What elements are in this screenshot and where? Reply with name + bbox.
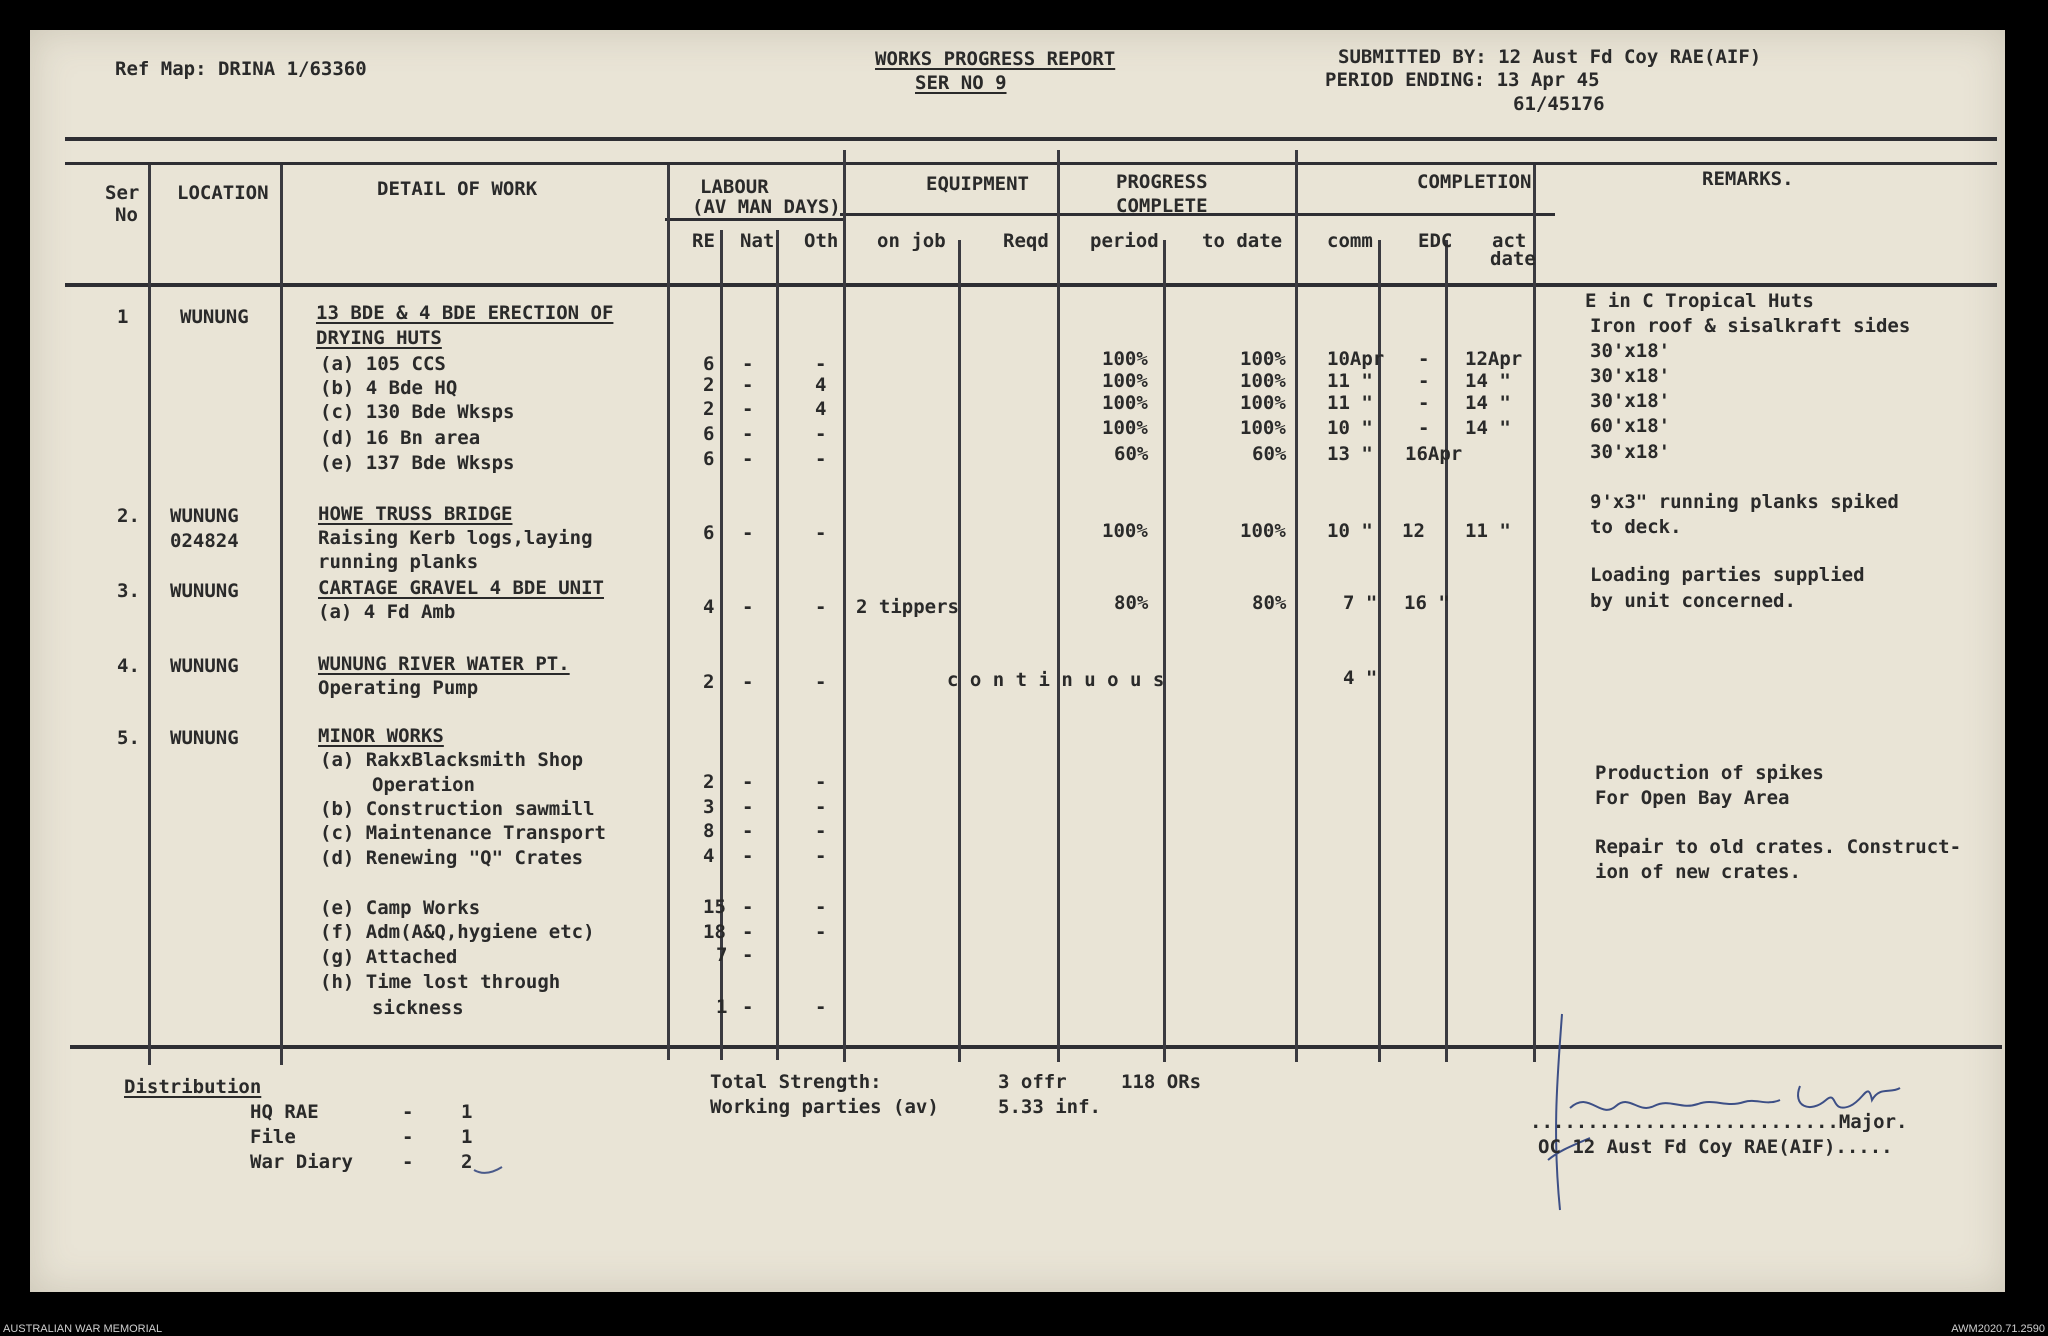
oth-value: -	[815, 771, 827, 793]
footer-right: AWM2020.71.2590	[1951, 1323, 2045, 1335]
col-divider	[1163, 240, 1166, 1062]
col-on-job: on job	[877, 230, 946, 252]
period-value: 100%	[1102, 417, 1148, 439]
col-to-date: to date	[1202, 230, 1283, 252]
report-title: WORKS PROGRESS REPORT	[875, 48, 1116, 70]
row5-title: MINOR WORKS	[318, 725, 444, 747]
distribution-name: HQ RAE	[250, 1101, 319, 1123]
remarks-value: 60'x18'	[1590, 415, 1671, 437]
re-value: 6	[703, 353, 715, 375]
re-value: 2	[703, 374, 715, 396]
distribution-dash: -	[402, 1126, 414, 1148]
row3-comm: 7 "	[1343, 592, 1378, 614]
re-value: 6	[703, 423, 715, 445]
row4-continuous: c o n t i n u o u s	[947, 669, 1165, 691]
oth-value: -	[815, 921, 827, 943]
col-completion: COMPLETION	[1417, 171, 1532, 193]
item-label: (d) 16 Bn area	[320, 427, 481, 449]
col-no: No	[115, 204, 138, 226]
nat-value: -	[742, 448, 754, 470]
distribution-title: Distribution	[124, 1076, 262, 1098]
item-label: (g) Attached	[320, 946, 458, 968]
distribution-dash: -	[402, 1151, 414, 1173]
edc-value: -	[1418, 417, 1430, 439]
row4-detail: Operating Pump	[318, 677, 479, 699]
to-date-value: 100%	[1240, 370, 1286, 392]
ser-number: SER NO 9	[915, 72, 1007, 94]
row3-remarks-1: Loading parties supplied	[1590, 564, 1865, 586]
reference-number: 61/45176	[1513, 93, 1605, 115]
row3-re: 4	[703, 596, 715, 618]
row5-remarks-d1: Repair to old crates. Construct-	[1595, 836, 1962, 858]
col-divider	[1057, 150, 1060, 1062]
item-label: (h) Time lost through	[320, 971, 561, 993]
row3-oth: -	[815, 596, 827, 618]
to-date-value: 100%	[1240, 417, 1286, 439]
row4-oth: -	[815, 671, 827, 693]
total-strength-ors: 118 ORs	[1121, 1071, 1202, 1093]
edc-value: -	[1418, 392, 1430, 414]
oth-value: 4	[815, 398, 827, 420]
row1-title: 13 BDE & 4 BDE ERECTION OF	[316, 302, 614, 324]
row4-ser: 4.	[117, 655, 140, 677]
oth-value: 4	[815, 374, 827, 396]
nat-value: -	[742, 398, 754, 420]
remarks-value: 30'x18'	[1590, 441, 1671, 463]
period-value: 100%	[1102, 392, 1148, 414]
item-label: (c) Maintenance Transport	[320, 822, 606, 844]
col-edc: EDC	[1418, 230, 1453, 252]
act-value: 14 "	[1465, 370, 1511, 392]
remarks-value: 30'x18'	[1590, 365, 1671, 387]
row4-nat: -	[742, 671, 754, 693]
col-location: LOCATION	[177, 182, 269, 204]
col-divider	[843, 150, 846, 1062]
row5-remarks-a2: For Open Bay Area	[1595, 787, 1790, 809]
col-detail: DETAIL OF WORK	[377, 178, 538, 200]
item-label: (a) RakxBlacksmith Shop	[320, 749, 584, 771]
ref-map: Ref Map: DRINA 1/63360	[115, 58, 367, 80]
row2-nat: -	[742, 522, 754, 544]
period-ending: PERIOD ENDING: 13 Apr 45	[1325, 69, 1600, 91]
row2-period: 100%	[1102, 520, 1148, 542]
re-value: 3	[703, 796, 715, 818]
item-label: (c) 130 Bde Wksps	[320, 401, 515, 423]
row2-edc: 12	[1402, 520, 1425, 542]
col-reqd: Reqd	[1003, 230, 1049, 252]
nat-value: -	[742, 820, 754, 842]
col-comm: comm	[1327, 230, 1373, 252]
labour-sub-rule	[665, 218, 845, 221]
to-date-value: 60%	[1252, 443, 1287, 465]
nat-value: -	[742, 944, 754, 966]
row3-period: 80%	[1114, 592, 1149, 614]
oth-value: -	[815, 896, 827, 918]
nat-value: -	[742, 921, 754, 943]
item-label: (b) Construction sawmill	[320, 798, 595, 820]
row1-remarks-2: Iron roof & sisalkraft sides	[1590, 315, 1911, 337]
col-progress: PROGRESS	[1116, 171, 1208, 193]
oth-value: -	[815, 820, 827, 842]
row3-on-job: 2 tippers	[856, 596, 959, 618]
row5-remarks-d2: ion of new crates.	[1595, 861, 1801, 883]
item-label-2: Operation	[372, 774, 475, 796]
col-oth: Oth	[804, 230, 839, 252]
remarks-value: 30'x18'	[1590, 340, 1671, 362]
period-value: 100%	[1102, 370, 1148, 392]
row2-remarks-2: to deck.	[1590, 516, 1682, 538]
working-parties-value: 5.33 inf.	[998, 1096, 1101, 1118]
col-complete: COMPLETE	[1116, 195, 1208, 217]
row1-location: WUNUNG	[180, 306, 249, 328]
nat-value: -	[742, 374, 754, 396]
re-value: 1	[716, 996, 728, 1018]
col-divider	[958, 240, 961, 1062]
total-strength-label: Total Strength:	[710, 1071, 882, 1093]
row2-title: HOWE TRUSS BRIDGE	[318, 503, 513, 525]
re-value: 2	[703, 398, 715, 420]
oth-value: -	[815, 996, 827, 1018]
item-label: (e) 137 Bde Wksps	[320, 452, 515, 474]
comm-value: 10 "	[1327, 417, 1373, 439]
row3-remarks-2: by unit concerned.	[1590, 590, 1796, 612]
col-labour-sub: (AV MAN DAYS)	[692, 196, 841, 218]
oth-value: -	[815, 423, 827, 445]
comm-value: 13 "	[1327, 443, 1373, 465]
col-divider	[280, 165, 283, 1065]
col-re: RE	[692, 230, 715, 252]
nat-value: -	[742, 896, 754, 918]
table-top-rule	[65, 137, 1997, 141]
signature-line: ...........................Major.	[1530, 1111, 1908, 1133]
row2-grid-ref: 024824	[170, 530, 239, 552]
nat-value: -	[742, 845, 754, 867]
col-divider	[1445, 240, 1448, 1062]
re-value: 15	[703, 896, 726, 918]
oth-value: -	[815, 448, 827, 470]
table-top-rule-2	[65, 162, 1997, 165]
distribution-qty: 2	[461, 1151, 473, 1173]
comm-value: 11 "	[1327, 370, 1373, 392]
item-label: (e) Camp Works	[320, 897, 481, 919]
row1-title-2: DRYING HUTS	[316, 327, 442, 349]
row2-remarks-1: 9'x3" running planks spiked	[1590, 491, 1899, 513]
tick-mark	[470, 1155, 520, 1180]
row2-detail-1: Raising Kerb logs,laying	[318, 527, 593, 549]
item-label-2: sickness	[372, 997, 464, 1019]
col-divider	[148, 165, 151, 1065]
distribution-name: File	[250, 1126, 296, 1148]
act-value: 14 "	[1465, 392, 1511, 414]
total-strength-offr: 3 offr	[998, 1071, 1067, 1093]
row2-to-date: 100%	[1240, 520, 1286, 542]
distribution-qty: 1	[461, 1126, 473, 1148]
col-remarks: REMARKS.	[1702, 168, 1794, 190]
re-value: 4	[703, 845, 715, 867]
row3-title: CARTAGE GRAVEL 4 BDE UNIT	[318, 577, 604, 599]
col-ser: Ser	[105, 182, 140, 204]
row1-remarks-1: E in C Tropical Huts	[1585, 290, 1814, 312]
edc-value: -	[1418, 370, 1430, 392]
col-divider	[1295, 150, 1298, 1062]
row3-edc: 16 "	[1404, 592, 1450, 614]
row1-ser: 1	[117, 306, 129, 328]
nat-value: -	[742, 796, 754, 818]
act-value: 14 "	[1465, 417, 1511, 439]
col-nat: Nat	[740, 230, 775, 252]
item-label: (a) 105 CCS	[320, 353, 446, 375]
row4-re: 2	[703, 671, 715, 693]
nat-value: -	[742, 423, 754, 445]
distribution-dash: -	[402, 1101, 414, 1123]
footer-left: AUSTRALIAN WAR MEMORIAL	[3, 1323, 163, 1335]
edc-value: 16Apr	[1405, 443, 1463, 465]
signature-title: OC 12 Aust Fd Coy RAE(AIF).....	[1538, 1136, 1893, 1158]
row2-detail-2: running planks	[318, 551, 479, 573]
col-act-date: date	[1490, 248, 1536, 270]
row3-detail: (a) 4 Fd Amb	[318, 601, 456, 623]
row4-comm: 4 "	[1343, 667, 1378, 689]
col-divider	[667, 165, 670, 1060]
row2-act: 11 "	[1465, 520, 1511, 542]
row2-re: 6	[703, 522, 715, 544]
row5-remarks-a1: Production of spikes	[1595, 762, 1824, 784]
row3-location: WUNUNG	[170, 580, 239, 602]
col-period: period	[1090, 230, 1159, 252]
re-value: 8	[703, 820, 715, 842]
row5-location: WUNUNG	[170, 727, 239, 749]
remarks-value: 30'x18'	[1590, 390, 1671, 412]
col-act: act	[1492, 230, 1527, 252]
distribution-qty: 1	[461, 1101, 473, 1123]
row4-location: WUNUNG	[170, 655, 239, 677]
col-labour: LABOUR	[700, 176, 769, 198]
submitted-by: SUBMITTED BY: 12 Aust Fd Coy RAE(AIF)	[1338, 46, 1762, 68]
col-equipment: EQUIPMENT	[926, 173, 1029, 195]
row2-location: WUNUNG	[170, 505, 239, 527]
oth-value: -	[815, 796, 827, 818]
act-value: 12Apr	[1465, 348, 1523, 370]
row5-ser: 5.	[117, 727, 140, 749]
oth-value: -	[815, 353, 827, 375]
re-value: 7	[716, 944, 728, 966]
period-value: 100%	[1102, 348, 1148, 370]
comm-value: 11 "	[1327, 392, 1373, 414]
nat-value: -	[742, 771, 754, 793]
working-parties-label: Working parties (av)	[710, 1096, 939, 1118]
item-label: (f) Adm(A&Q,hygiene etc)	[320, 921, 595, 943]
col-divider	[1533, 165, 1536, 1062]
period-value: 60%	[1114, 443, 1149, 465]
header-bottom-rule	[65, 283, 1997, 287]
row3-to-date: 80%	[1252, 592, 1287, 614]
row3-nat: -	[742, 596, 754, 618]
item-label: (d) Renewing "Q" Crates	[320, 847, 584, 869]
item-label: (b) 4 Bde HQ	[320, 377, 458, 399]
nat-value: -	[742, 353, 754, 375]
col-divider	[776, 230, 779, 1060]
re-value: 6	[703, 448, 715, 470]
row2-comm: 10 "	[1327, 520, 1373, 542]
re-value: 18	[703, 921, 726, 943]
edc-value: -	[1418, 348, 1430, 370]
distribution-name: War Diary	[250, 1151, 353, 1173]
re-value: 2	[703, 771, 715, 793]
row4-title: WUNUNG RIVER WATER PT.	[318, 653, 570, 675]
row3-ser: 3.	[117, 580, 140, 602]
nat-value: -	[742, 996, 754, 1018]
comm-value: 10Apr	[1327, 348, 1385, 370]
to-date-value: 100%	[1240, 392, 1286, 414]
row2-oth: -	[815, 522, 827, 544]
to-date-value: 100%	[1240, 348, 1286, 370]
row2-ser: 2.	[117, 505, 140, 527]
oth-value: -	[815, 845, 827, 867]
